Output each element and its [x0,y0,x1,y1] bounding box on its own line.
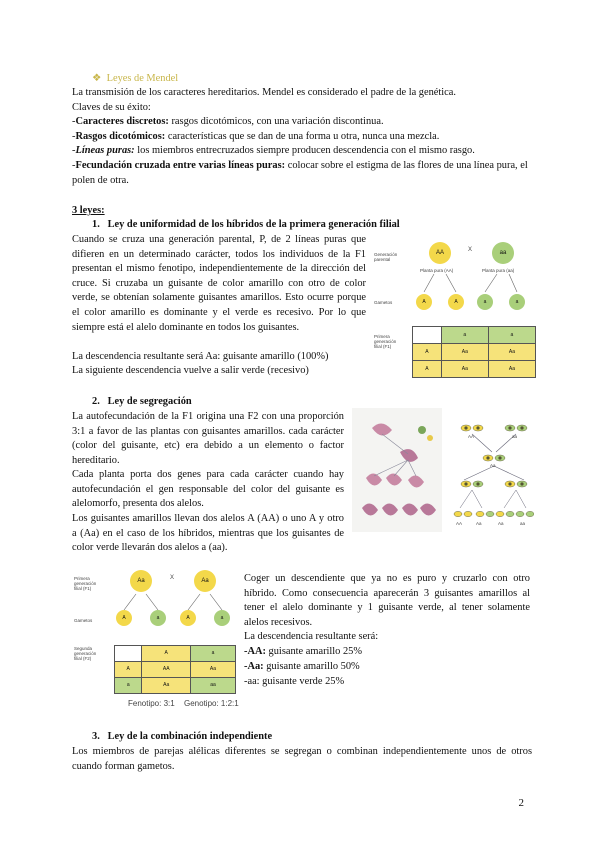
law2-body3: Los guisantes amarillos llevan dos alelos A (AA) o uno A y otro a (Aa) en el caso de los híbridos, mientras que los guisantes de color verde llevarán dos alelos a (aa). [72,513,344,554]
law1-title: 1. Ley de uniformidad de los híbridos de la primera generación filial [92,219,400,230]
intro-section: La transmisión de los caracteres hereditarios. Mendel es considerado el padre de la genética. Claves de su éxito: -Caracteres discretos: rasgos dicotómicos, con una variación discontinua. -Rasgos dicotómicos: características que se dan de una forma u otra, nunca una mezcla. -Líneas puras: los miembros entrecruzados siempre producen descendencia con el mismo rasgo. -Fecundación cruzada entre varias líneas puras: colocar sobre el estigma de las flores de una línea pura, el polen de otra. [72,87,528,186]
page-heading: ❖ Leyes de Mendel [92,72,178,87]
segregation-item-aa-hybrid: -Aa: guisante amarillo 50% [244,661,360,672]
punnett-table-f1: a a A Aa Aa A Aa Aa [412,326,536,378]
gamete-circle: A [116,610,132,626]
law3-title: 3. Ley de la combinación independiente [92,731,273,742]
parent-hybrid-circle: Aa [194,570,216,592]
fenotipo-label: Fenotipo: 3:1 [128,699,175,708]
segregation-item-aa-dominant: -AA: guisante amarillo 25% [244,646,363,657]
genotipo-label: Genotipo: 1:2:1 [184,699,239,708]
law1-body: Cuando se cruza una generación parental, P, de 2 líneas puras que difieren en un determinado carácter, todos los individuos de la F1 presentan el mismo fenotipo, independientemente de la dirección del cruce. Si cruzaba un guisante de color amarillo con otro de color verde, se obtenían solamente guisantes amarillos. Esto ocurre porque el color amarillo es dominante y el verde es recesivo. Por lo que siempre está el alelo dominante en todos los guisantes. [72,234,366,333]
law2-body1: La autofecundación de la F1 origina una F2 con una proporción 3:1 a favor de las plantas con guisantes amarillos. cada carácter (color del guisante, etc) era debido a un elemento o factor hereditario. [72,411,344,466]
figure-law1: Generación parental AA X aa Planta pura (AA) Planta pura (aa) Gametos A A a a Primera generación filial (F1) [374,238,534,378]
gamete-circle: a [214,610,230,626]
segregation-intro: La descendencia resultante será: [244,631,379,642]
figure-law2-punnett: Primera generación filial (F1) Aa X Aa Gametos A a A a Segunda generación filial (F2) [74,566,238,684]
parent-hybrid-circle: Aa [130,570,152,592]
law1-line-a: La descendencia resultante será Aa: guisante amarillo (100%) [72,351,329,362]
page-number: 2 [518,797,524,809]
parent-green-circle: aa [492,242,514,264]
gamete-circle: a [477,294,493,310]
law3-body: Los miembros de parejas alélicas diferentes se segregan o combinan independientemente unos de otros cuando forman gametos. [72,746,532,772]
laws-heading: 3 leyes: [72,205,105,216]
gamete-circle: A [416,294,432,310]
gamete-circle: a [150,610,166,626]
gamete-circle: a [509,294,525,310]
law2-title: 2. Ley de segregación [92,396,192,407]
punnett-table-f2: A a A AA Aa a Aa aa [114,645,236,694]
segregation-item-aa-recessive: -aa: guisante verde 25% [244,676,345,687]
parent-yellow-circle: AA [429,242,451,264]
pea-flower-illustration [352,408,442,532]
gamete-circle: A [180,610,196,626]
gamete-circle: A [448,294,464,310]
segregation-body: Coger un descendiente que ya no es puro y cruzarlo con otro híbrido. Como consecuencia aparecerán 3 guisantes amarillos al tener el alelo dominante y 1 guisante verde, al tener solamente alelos recesivos. [244,573,530,628]
law1-line-b: La siguiente descendencia vuelve a salir verde (recesivo) [72,365,309,376]
diamond-bullet-icon: ❖ [92,73,102,84]
segregation-diagram: AA aa Aa AA Aa Aa aa [452,418,534,538]
law2-body2: Cada planta porta dos genes para cada carácter cuando hay autofecundación el gen responsable del color del guisante es alelomorfo, presenta dos alelos. [72,469,344,510]
